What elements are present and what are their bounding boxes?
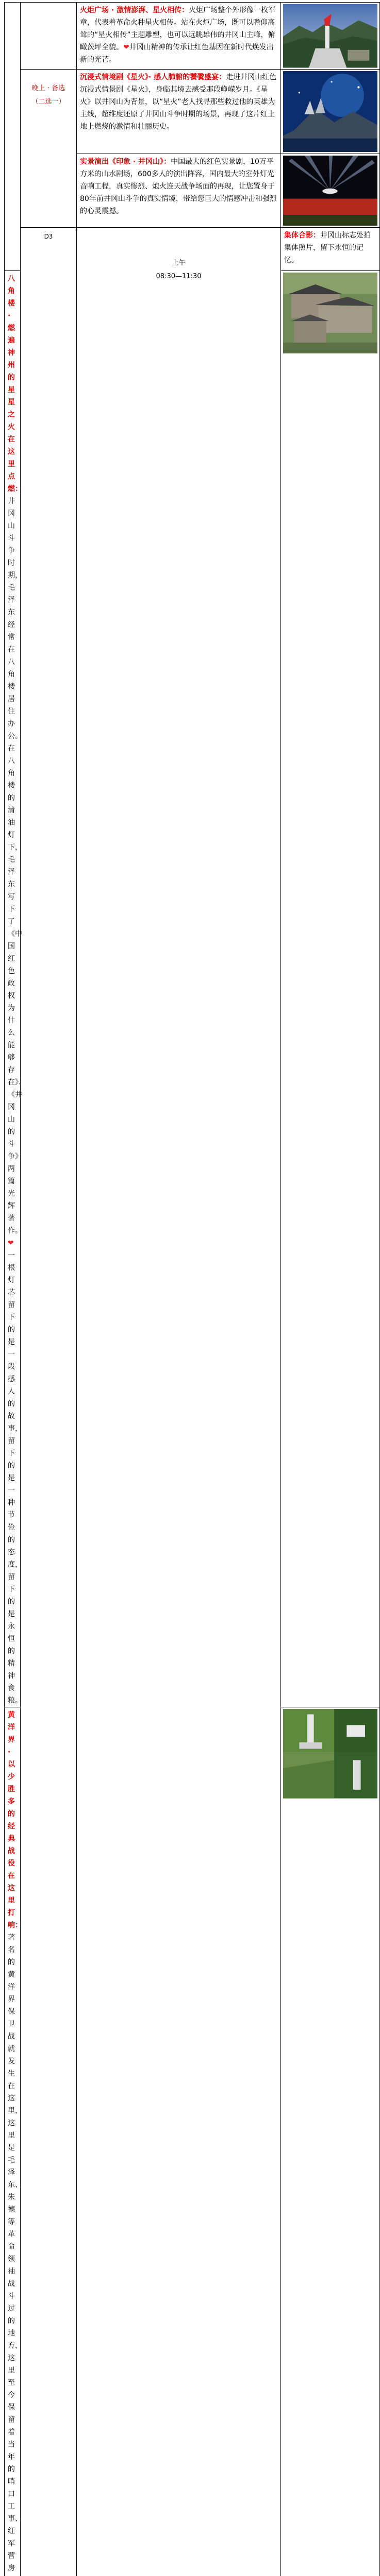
table-row bbox=[5, 228, 380, 271]
heart-icon: ❤ bbox=[123, 43, 129, 52]
activity-body: 井冈山斗争时期，毛泽东经常在八角楼居住办公。在八角楼的清油灯下，毛泽东写下了《中国红色政权为什么能够存在》、《井冈山的斗争》两篇光辉著作。 bbox=[8, 497, 26, 1235]
activity-group-photo bbox=[281, 228, 380, 271]
activity-heart-text: 井冈山精神的传承让红色基因在新时代焕发出新的光芒。 bbox=[80, 43, 274, 64]
day-cell-d2 bbox=[5, 3, 21, 271]
time-cell-evening bbox=[21, 70, 77, 228]
day-label: D3 bbox=[44, 233, 53, 241]
activity-xinghuo-show bbox=[77, 70, 281, 154]
heart-icon: ❤ bbox=[8, 1239, 14, 1248]
photo-cell bbox=[281, 154, 380, 228]
activity-body: 井冈山标志处拍集体照片，留下永恒的记忆。 bbox=[284, 231, 371, 265]
activity-title: 沉浸式情境剧《星火》· 感人肺腑的饕餮盛宴： bbox=[80, 73, 226, 82]
activity-body: 走进井冈山红色沉浸式情景剧《星火》，身临其境去感受那段峥嵘岁月。《星火》以井冈山为背景，以“星火”老人找寻那些救过他的英雄为主线，超维度还原了井冈山斗争时期的场景，再现了这片红土地上燃烧的激情和壮丽历史。 bbox=[80, 73, 277, 131]
activity-torch-square bbox=[77, 3, 281, 70]
torch-square-photo bbox=[283, 4, 377, 67]
time-range: 08:30—11:30 bbox=[156, 273, 202, 281]
activity-impression-show bbox=[77, 154, 281, 228]
activity-body: 中国最大的红色实景剧，10万平方米的山水剧场，600多人的演出阵容，国内最大的室外灯光音响工程，真实惨烈、炮火连天战争场面的再现，让您置身于80年前井冈山斗争的真实情境，带给您巨大的情感冲击和强烈的心灵震撼。 bbox=[80, 158, 277, 216]
xinghuo-show-photo bbox=[283, 71, 377, 152]
activity-body: 著名的黄洋界保卫战就发生在这里，这里是毛泽东、朱德等革命领袖战斗过的地方，这里至今保留着当年的哨口工事、红军营房 bbox=[8, 1934, 22, 2573]
activity-title: 火炬广场 · 激情澎湃、星火相传： bbox=[80, 6, 189, 14]
octagon-building-photo bbox=[283, 273, 377, 353]
time-cell-morning bbox=[77, 228, 281, 2576]
photo-cell bbox=[281, 3, 380, 70]
itinerary-table bbox=[4, 2, 380, 2576]
day-cell-d3 bbox=[21, 228, 77, 2576]
activity-body: 火炬广场整个外形像一枚军章，代表着革命火种星火相传。站在火炬广场，既可以瞻仰高耸的“星火相传”主题雕塑，也可以远眺雄伟的井冈山主峰，俯瞰茨坪全貌。 bbox=[80, 6, 276, 52]
photo-cell bbox=[281, 271, 380, 1707]
activity-octagon-building bbox=[5, 271, 26, 1707]
impression-show-photo bbox=[283, 156, 377, 226]
activity-heart-text: 一根灯芯留下的是一段感人的故事，留下的是一种节俭的态度，留下的是永恒的精神食粮。 bbox=[8, 1251, 22, 1705]
activity-title: 八角楼 · 燃遍神州的星星之火在这里点燃： bbox=[8, 275, 22, 494]
time-label: 上午 bbox=[172, 259, 186, 267]
table-row bbox=[5, 70, 380, 154]
photo-cell bbox=[281, 70, 380, 154]
activity-huangyangjie bbox=[5, 1707, 21, 2576]
table-row bbox=[5, 3, 380, 70]
activity-title: 黄洋界 · 以少胜多的经典战役在这里打响： bbox=[8, 1711, 22, 1930]
photo-cell bbox=[281, 1707, 380, 2576]
activity-title: 集体合影： bbox=[284, 231, 320, 240]
time-label: 晚上 · 备选 bbox=[31, 84, 65, 93]
huangyangjie-photo bbox=[283, 1709, 377, 1799]
time-note: （二选一） bbox=[31, 98, 65, 106]
time-cell-empty bbox=[21, 3, 77, 70]
activity-title: 实景演出《印象 · 井冈山》： bbox=[80, 158, 171, 166]
